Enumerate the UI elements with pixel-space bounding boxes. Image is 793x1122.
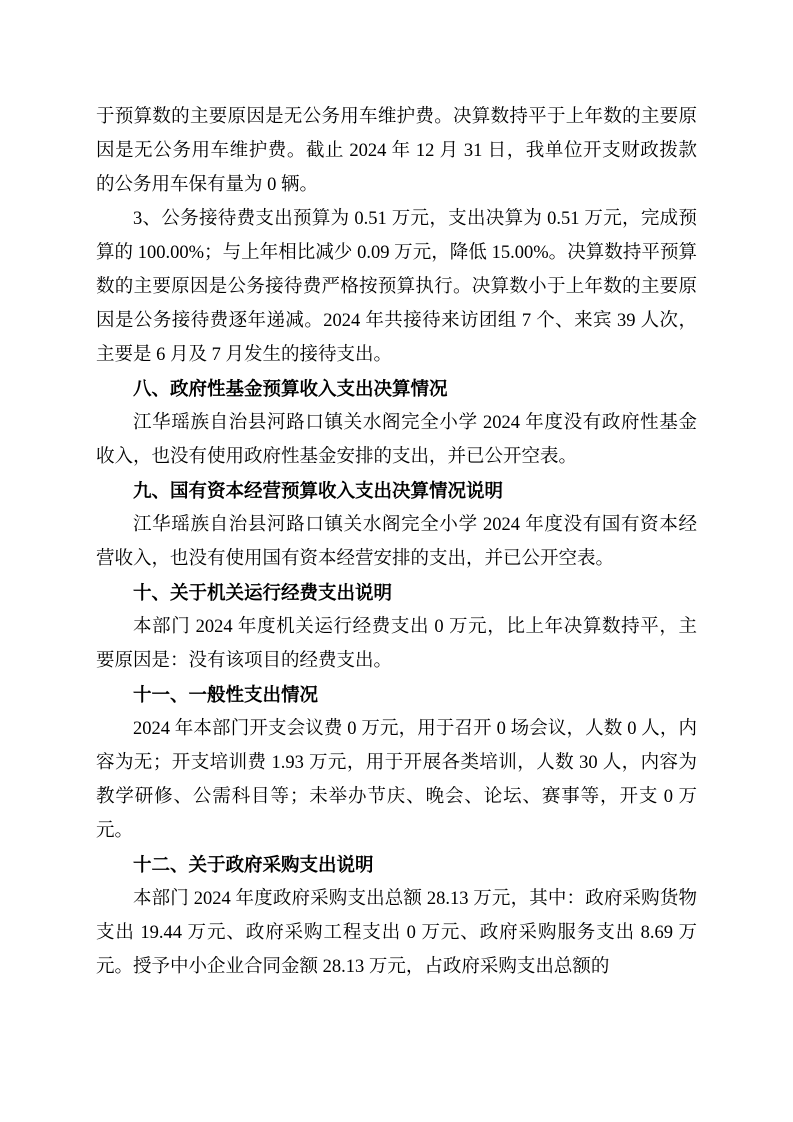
paragraph-procurement: 本部门 2024 年度政府采购支出总额 28.13 万元，其中：政府采购货物支出 19.44 万元、政府采购工程支出 0 万元、政府采购服务支出 8.69 万元。授予中小企业合同金额 28.13 万元，占政府采购支出总额的 xyxy=(96,889,697,977)
paragraph-government-funds: 江华瑶族自治县河路口镇关水阁完全小学 2024 年度没有政府性基金收入，也没有使用政府性基金安排的支出，并已公开空表。 xyxy=(96,413,697,467)
paragraph-general-expense: 2024 年本部门开支会议费 0 万元，用于召开 0 场会议，人数 0 人，内容为无；开支培训费 1.93 万元，用于开展各类培训，人数 30 人，内容为教学研修、公需科目等；未举办节庆、晚会、论坛、赛事等，开支 0 万元。 xyxy=(96,719,697,841)
heading-section-9-state-capital: 九、国有资本经营预算收入支出决算情况说明 xyxy=(133,480,504,501)
heading-section-12-procurement: 十二、关于政府采购支出说明 xyxy=(133,854,374,875)
paragraph-official-vehicle-continuation: 于预算数的主要原因是无公务用车维护费。决算数持平于上年数的主要原因是无公务用车维护费。截止 2024 年 12 月 31 日，我单位开支财政拨款的公务用车保有量为 0 辆。 xyxy=(96,107,697,195)
paragraph-state-capital: 江华瑶族自治县河路口镇关水阁完全小学 2024 年度没有国有资本经营收入，也没有使用国有资本经营安排的支出，并已公开空表。 xyxy=(96,515,697,569)
heading-section-8-government-funds: 八、政府性基金预算收入支出决算情况 xyxy=(133,378,448,399)
heading-section-11-general-expense: 十一、一般性支出情况 xyxy=(133,684,319,705)
paragraph-official-reception-expense: 3、公务接待费支出预算为 0.51 万元，支出决算为 0.51 万元，完成预算的 100.00%；与上年相比减少 0.09 万元，降低 15.00%。决算数持平预算数的主要原因是公务接待费严格按预算执行。决算数小于上年数的主要原因是公务接待费逐年递减。2024 年共接待来访团组 7 个、来宾 39 人次，主要是 6 月及 7 月发生的接待支出。 xyxy=(96,209,697,365)
paragraph-operating-expense: 本部门 2024 年度机关运行经费支出 0 万元，比上年决算数持平，主要原因是：没有该项目的经费支出。 xyxy=(96,617,697,671)
heading-section-10-operating-expense: 十、关于机关运行经费支出说明 xyxy=(133,582,393,603)
